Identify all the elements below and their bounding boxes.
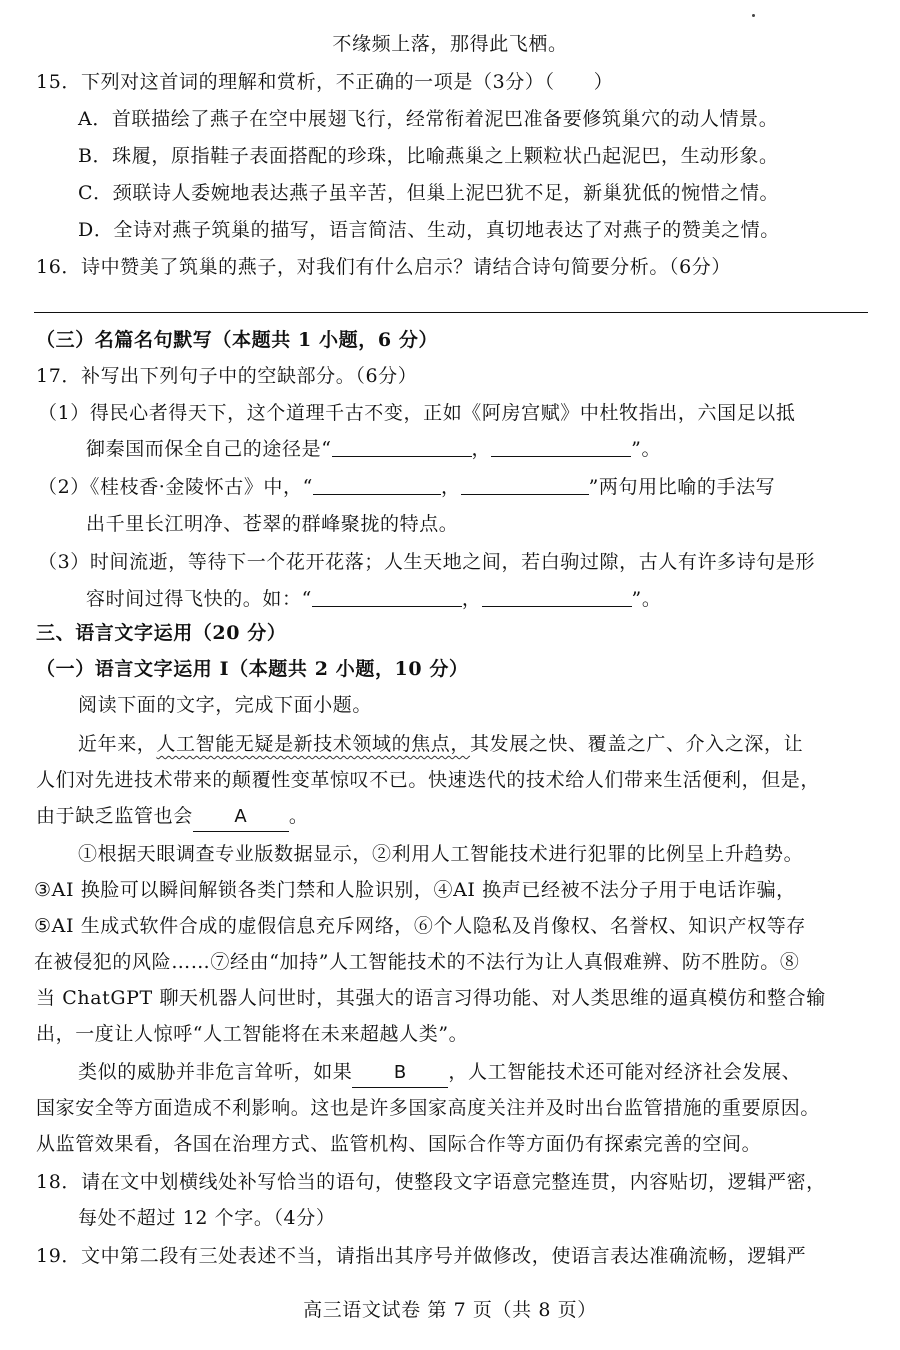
q17-item-3-line-1: （3）时间流逝，等待下一个花开花落；人生天地之间，若白驹过隙，古人有许多诗句是形 <box>38 551 816 573</box>
q15-option-d: D．全诗对燕子筑巢的描写，语言简洁、生动，真切地表达了对燕子的赞美之情。 <box>78 219 780 241</box>
answer-blank-6[interactable] <box>482 586 632 607</box>
passage-p3-opening: 类似的威胁并非危言耸听，如果 <box>78 1061 353 1083</box>
passage-p2-line-2: ③AI 换脸可以瞬间解锁各类门禁和人脸识别，④AI 换声已经被不法分子用于电话诈骗， <box>34 879 796 901</box>
passage-p1-line-1 <box>78 730 803 758</box>
q17-item-2-comma: ， <box>440 476 461 498</box>
passage-intro: 阅读下面的文字，完成下面小题。 <box>78 694 373 716</box>
q17-item-3-comma: ， <box>461 588 482 610</box>
fill-blank-a[interactable]: A <box>193 803 289 832</box>
q17-item-1-prefix: 御秦国而保全自己的途径是“ <box>86 438 332 460</box>
q15-stem: 15．下列对这首词的理解和赏析，不正确的一项是（3分）（ ） <box>36 71 614 93</box>
answer-blank-2[interactable] <box>491 436 631 457</box>
passage-p1-opening: 近年来， <box>78 733 157 755</box>
q18-line-2: 每处不超过 12 个字。（4分） <box>78 1207 336 1229</box>
part-3-heading: 三、语言文字运用（20 分） <box>36 622 287 644</box>
passage-p2-line-6: 出，一度让人惊呼“人工智能将在未来超越人类”。 <box>36 1023 469 1045</box>
q15-option-c: C．颈联诗人委婉地表达燕子虽辛苦，但巢上泥巴犹不足，新巢犹低的惋惜之情。 <box>78 182 780 204</box>
passage-p1-rest: 其发展之快、覆盖之广、介入之深，让 <box>470 733 804 755</box>
question-19: 19．文中第二段有三处表述不当，请指出其序号并做修改，使语言表达准确流畅，逻辑严 <box>36 1245 807 1267</box>
passage-p1-line-2: 人们对先进技术带来的颠覆性变革惊叹不已。快速迭代的技术给人们带来生活便利，但是， <box>36 769 821 791</box>
q17-item-3-prefix: 容时间过得飞快的。如：“ <box>86 588 312 610</box>
q17-item-2-prefix: （2）《桂枝香·金陵怀古》中，“ <box>38 476 313 498</box>
passage-p2-line-3: ⑤AI 生成式软件合成的虚假信息充斥网络，⑥个人隐私及肖像权、名誉权、知识产权等存 <box>34 915 806 937</box>
section-3-famous-lines-heading: （三）名篇名句默写（本题共 1 小题，6 分） <box>36 329 439 351</box>
poem-last-line: 不缘频上落，那得此飞栖。 <box>332 33 568 55</box>
section-divider <box>34 312 868 313</box>
q18-line-1: 18．请在文中划横线处补写恰当的语句，使整段文字语意完整连贯，内容贴切，逻辑严密， <box>36 1171 826 1193</box>
answer-blank-3[interactable] <box>313 474 441 495</box>
answer-blank-1[interactable] <box>332 436 472 457</box>
q17-item-2-line-1 <box>38 473 775 501</box>
q17-item-3-suffix: ”。 <box>631 588 662 610</box>
q17-item-1-suffix: ”。 <box>631 438 662 460</box>
q17-item-1-line-1: （1）得民心者得天下，这个道理千古不变，正如《阿房宫赋》中杜牧指出，六国足以抵 <box>38 402 796 424</box>
scan-speck <box>752 14 755 17</box>
part-3-sub-1-heading: （一）语言文字运用 I（本题共 2 小题，10 分） <box>36 658 469 680</box>
wavy-underlined-phrase: 人工智能无疑是新技术领域的焦点， <box>156 733 471 755</box>
q17-item-2-suffix: ”两句用比喻的手法写 <box>588 476 776 498</box>
question-16: 16．诗中赞美了筑巢的燕子，对我们有什么启示？请结合诗句简要分析。（6分） <box>36 256 731 278</box>
fill-blank-b[interactable]: B <box>352 1059 448 1088</box>
q17-item-3-line-2 <box>86 585 661 613</box>
passage-p3-line-3: 从监管效果看，各国在治理方式、监管机构、国际合作等方面仍有探索完善的空间。 <box>36 1133 762 1155</box>
passage-p1-period: 。 <box>288 805 309 827</box>
passage-p3-line-1 <box>78 1058 801 1088</box>
q17-item-1-comma: ， <box>471 438 492 460</box>
q17-item-2-line-2: 出千里长江明净、苍翠的群峰聚拢的特点。 <box>86 513 459 535</box>
q15-option-b: B．珠履，原指鞋子表面搭配的珍珠，比喻燕巢之上颗粒状凸起泥巴，生动形象。 <box>78 145 779 167</box>
passage-p3-rest: ，人工智能技术还可能对经济社会发展、 <box>448 1061 802 1083</box>
page-footer: 高三语文试卷 第 7 页（共 8 页） <box>303 1299 597 1321</box>
passage-p2-line-1: ①根据天眼调查专业版数据显示，②利用人工智能技术进行犯罪的比例呈上升趋势。 <box>78 843 804 865</box>
answer-blank-4[interactable] <box>461 474 589 495</box>
q17-item-1-line-2 <box>86 435 661 463</box>
passage-p1-line-3-text: 由于缺乏监管也会 <box>36 805 193 827</box>
q17-stem: 17．补写出下列句子中的空缺部分。（6分） <box>36 365 418 387</box>
passage-p2-line-4: 在被侵犯的风险……⑦经由“加持”人工智能技术的不法行为让人真假难辨、防不胜防。⑧ <box>34 951 800 973</box>
passage-p3-line-2: 国家安全等方面造成不利影响。这也是许多国家高度关注并及时出台监管措施的重要原因。 <box>36 1097 821 1119</box>
q15-option-a: A．首联描绘了燕子在空中展翅飞行，经常衔着泥巴准备要修筑巢穴的动人情景。 <box>78 108 779 130</box>
passage-p1-line-3 <box>36 802 308 832</box>
answer-blank-5[interactable] <box>312 586 462 607</box>
passage-p2-line-5: 当 ChatGPT 聊天机器人问世时，其强大的语言习得功能、对人类思维的逼真模仿和整合输 <box>36 987 826 1009</box>
